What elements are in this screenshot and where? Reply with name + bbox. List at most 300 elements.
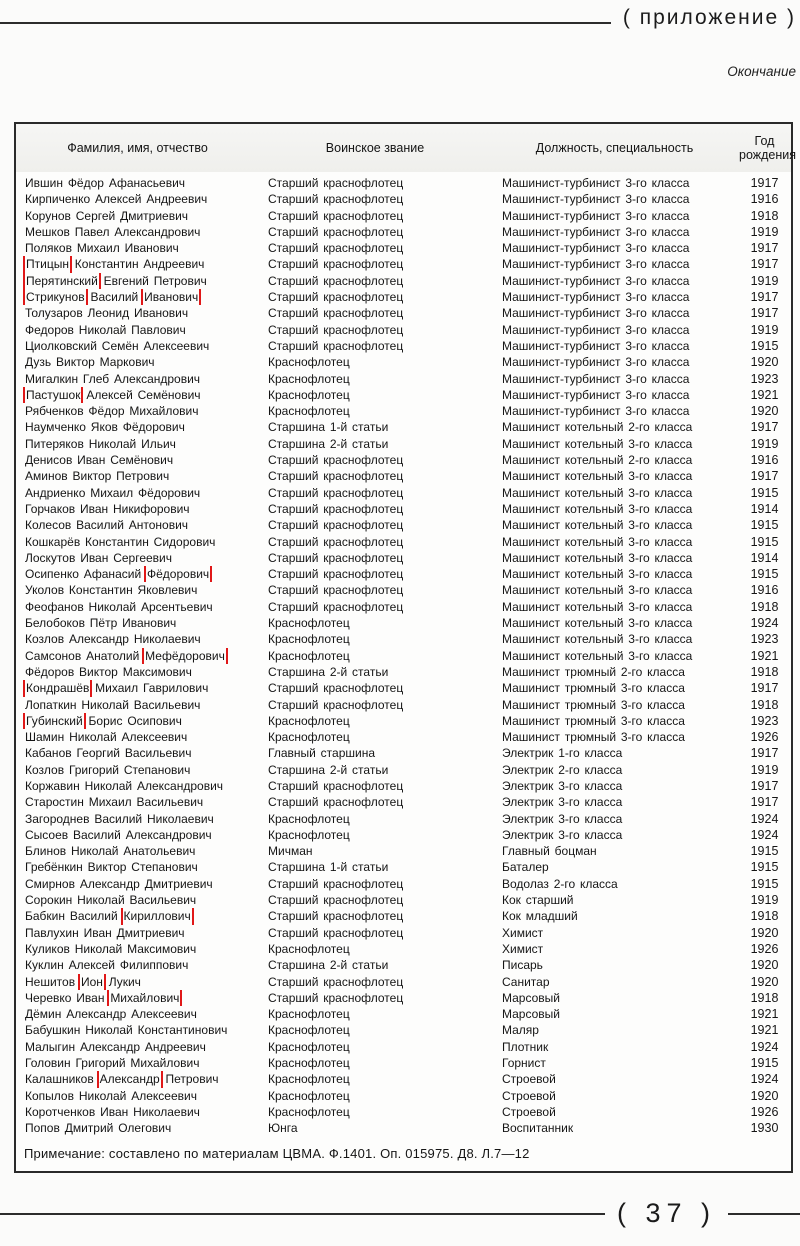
cell-position-specialty: Электрик 3-го класса	[502, 811, 623, 826]
table-row	[15, 371, 792, 387]
table-row	[15, 1088, 792, 1104]
cell-military-rank: Старший краснофлотец	[268, 208, 404, 223]
cell-full-name: Наумченко Яков Фёдорович	[25, 420, 185, 435]
annotation-red-box: Кондрашёв	[26, 681, 90, 696]
cell-position-specialty: Электрик 3-го класса	[502, 795, 623, 810]
cell-position-specialty: Машинист котельный 3-го класса	[502, 567, 693, 582]
cell-position-specialty: Электрик 1-го класса	[502, 746, 623, 761]
cell-full-name: Коржавин Николай Александрович	[25, 778, 224, 793]
cell-military-rank: Старший краснофлотец	[268, 485, 404, 500]
cell-full-name: Загороднев Василий Николаевич	[25, 811, 214, 826]
cell-birth-year: 1919	[750, 893, 779, 908]
table-row	[15, 387, 792, 403]
cell-full-name: Пастушок Алексей Семёнович	[26, 387, 201, 402]
cell-full-name: Федоров Николай Павлович	[25, 322, 186, 337]
table-row	[15, 468, 792, 484]
cell-birth-year: 1915	[750, 844, 779, 859]
annotation-red-box: Фёдорович	[147, 567, 210, 582]
cell-birth-year: 1921	[750, 1007, 779, 1022]
cell-military-rank: Краснофлотец	[268, 1088, 350, 1103]
cell-military-rank: Старший краснофлотец	[268, 273, 404, 288]
cell-birth-year: 1920	[750, 958, 779, 973]
cell-full-name: Копылов Николай Алексеевич	[25, 1088, 197, 1103]
cell-birth-year: 1923	[750, 371, 779, 386]
top-horizontal-rule	[0, 22, 611, 24]
cell-position-specialty: Машинист-турбинист 3-го класса	[502, 176, 690, 190]
cell-full-name: Кабанов Георгий Васильевич	[25, 746, 192, 761]
cell-full-name: Бабкин Василий Кириллович	[25, 909, 191, 924]
table-row	[15, 908, 792, 924]
cell-full-name: Феофанов Николай Арсентьевич	[25, 599, 213, 614]
cell-military-rank: Краснофлотец	[268, 713, 350, 728]
cell-military-rank: Старший краснофлотец	[268, 518, 404, 533]
table-row	[15, 256, 792, 272]
table-row	[15, 240, 792, 256]
annotation-red-box: Мефёдорович	[145, 648, 225, 663]
cell-full-name: Корунов Сергей Дмитриевич	[25, 208, 189, 223]
cell-full-name: Кирпиченко Алексей Андреевич	[25, 192, 208, 207]
cell-birth-year: 1914	[750, 501, 779, 516]
cell-full-name: Лопаткин Николай Васильевич	[25, 697, 201, 712]
cell-full-name: Калашников Александр Петрович	[25, 1072, 219, 1087]
cell-position-specialty: Строевой	[502, 1088, 556, 1103]
cell-birth-year: 1920	[750, 925, 779, 940]
cell-position-specialty: Химист	[502, 925, 544, 940]
table-row	[15, 713, 792, 729]
cell-full-name: Дёмин Александр Алексеевич	[25, 1007, 197, 1022]
table-row	[15, 273, 792, 289]
cell-position-specialty: Электрик 2-го класса	[502, 762, 623, 777]
personnel-roster-table	[14, 122, 797, 1173]
cell-position-specialty: Машинист котельный 3-го класса	[502, 632, 693, 647]
cell-position-specialty: Машинист-турбинист 3-го класса	[502, 241, 690, 256]
cell-full-name: Шамин Николай Алексеевич	[25, 730, 188, 745]
cell-position-specialty: Машинист-турбинист 3-го класса	[502, 322, 690, 337]
table-row	[15, 697, 792, 713]
cell-full-name: Сорокин Николай Васильевич	[25, 893, 197, 908]
cell-military-rank: Краснофлотец	[268, 648, 350, 663]
cell-military-rank: Старший краснофлотец	[268, 599, 404, 614]
cell-full-name: Гребёнкин Виктор Степанович	[25, 860, 198, 875]
cell-birth-year: 1914	[750, 550, 779, 565]
table-row	[15, 827, 792, 843]
cell-birth-year: 1916	[750, 192, 779, 207]
cell-military-rank: Краснофлотец	[268, 730, 350, 745]
cell-position-specialty: Писарь	[502, 958, 543, 973]
cell-full-name: Горчаков Иван Никифорович	[25, 501, 190, 516]
table-row	[15, 925, 792, 941]
cell-military-rank: Краснофлотец	[268, 941, 350, 956]
table-row	[15, 843, 792, 859]
table-row	[15, 452, 792, 468]
table-row	[15, 762, 792, 778]
cell-position-specialty: Машинист котельный 3-го класса	[502, 485, 693, 500]
cell-full-name: Циолковский Семён Алексеевич	[25, 338, 210, 353]
cell-birth-year: 1917	[750, 176, 779, 190]
cell-military-rank: Старший краснофлотец	[268, 974, 404, 989]
cell-military-rank: Краснофлотец	[268, 1023, 350, 1038]
cell-position-specialty: Машинист трюмный 3-го класса	[502, 713, 685, 728]
table-row	[15, 859, 792, 875]
cell-full-name: Куликов Николай Максимович	[25, 941, 197, 956]
cell-military-rank: Старший краснофлотец	[268, 567, 404, 582]
table-row	[15, 419, 792, 435]
cell-military-rank: Старший краснофлотец	[268, 224, 404, 239]
cell-birth-year: 1921	[750, 387, 779, 402]
cell-full-name: Старостин Михаил Васильевич	[25, 795, 204, 810]
cell-military-rank: Краснофлотец	[268, 1056, 350, 1071]
annotation-red-box: Александр	[99, 1072, 160, 1087]
table-row	[15, 1039, 792, 1055]
cell-birth-year: 1926	[750, 1104, 779, 1119]
cell-military-rank: Краснофлотец	[268, 404, 350, 419]
cell-full-name: Толузаров Леонид Иванович	[25, 306, 189, 321]
table-row	[15, 1006, 792, 1022]
cell-position-specialty: Машинист котельный 3-го класса	[502, 616, 693, 631]
cell-position-specialty: Кок старший	[502, 893, 574, 908]
cell-military-rank: Старший краснофлотец	[268, 925, 404, 940]
table-row	[15, 305, 792, 321]
cell-birth-year: 1918	[750, 909, 779, 924]
cell-position-specialty: Кок младший	[502, 909, 578, 924]
cell-position-specialty: Марсовый	[502, 1007, 560, 1022]
cell-position-specialty: Машинист-турбинист 3-го класса	[502, 355, 690, 370]
cell-full-name: Перятинский Евгений Петрович	[26, 273, 207, 288]
cell-military-rank: Краснофлотец	[268, 1007, 350, 1022]
cell-military-rank: Старшина 1-й статьи	[268, 420, 389, 435]
column-header-rank: Воинское звание	[259, 123, 491, 172]
cell-military-rank: Старший краснофлотец	[268, 778, 404, 793]
cell-military-rank: Старший краснофлотец	[268, 241, 404, 256]
cell-military-rank: Старшина 2-й статьи	[268, 436, 389, 451]
cell-birth-year: 1921	[750, 648, 779, 663]
cell-military-rank: Краснофлотец	[268, 632, 350, 647]
cell-birth-year: 1923	[750, 632, 779, 647]
cell-position-specialty: Машинист котельный 3-го класса	[502, 583, 693, 598]
cell-birth-year: 1916	[750, 583, 779, 598]
cell-position-specialty: Электрик 3-го класса	[502, 827, 623, 842]
cell-birth-year: 1919	[750, 322, 779, 337]
cell-birth-year: 1915	[750, 1056, 779, 1071]
cell-full-name: Самсонов Анатолий Мефёдорович	[25, 648, 225, 663]
table-row	[15, 322, 792, 338]
cell-military-rank: Старший краснофлотец	[268, 290, 404, 305]
cell-full-name: Аминов Виктор Петрович	[25, 469, 170, 484]
cell-birth-year: 1917	[750, 469, 779, 484]
cell-position-specialty: Машинист трюмный 3-го класса	[502, 681, 685, 696]
cell-birth-year: 1924	[750, 811, 779, 826]
cell-position-specialty: Строевой	[502, 1072, 556, 1087]
cell-birth-year: 1917	[750, 420, 779, 435]
cell-military-rank: Старший краснофлотец	[268, 469, 404, 484]
cell-birth-year: 1917	[750, 306, 779, 321]
cell-full-name: Нешитов Ион Лукич	[25, 974, 141, 989]
cell-military-rank: Старший краснофлотец	[268, 322, 404, 337]
cell-full-name: Птицын Константин Андреевич	[26, 257, 205, 272]
table-row	[15, 224, 792, 240]
cell-birth-year: 1917	[750, 290, 779, 305]
cell-position-specialty: Машинист-турбинист 3-го класса	[502, 371, 690, 386]
cell-military-rank: Краснофлотец	[268, 387, 350, 402]
cell-birth-year: 1919	[750, 762, 779, 777]
column-header-position: Должность, специальность	[491, 123, 738, 172]
cell-military-rank: Старший краснофлотец	[268, 681, 404, 696]
cell-military-rank: Старший краснофлотец	[268, 257, 404, 272]
cell-military-rank: Старший краснофлотец	[268, 192, 404, 207]
cell-birth-year: 1921	[750, 1023, 779, 1038]
cell-military-rank: Краснофлотец	[268, 1039, 350, 1054]
table-row	[15, 1104, 792, 1120]
table-row	[15, 1071, 792, 1087]
cell-birth-year: 1926	[750, 941, 779, 956]
cell-military-rank: Старший краснофлотец	[268, 501, 404, 516]
cell-birth-year: 1926	[750, 730, 779, 745]
table-row	[15, 1022, 792, 1038]
table-row	[15, 338, 792, 354]
cell-birth-year: 1920	[750, 404, 779, 419]
cell-military-rank: Старший краснофлотец	[268, 306, 404, 321]
annotation-red-box: Кириллович	[123, 909, 191, 924]
cell-full-name: Малыгин Александр Андреевич	[25, 1039, 206, 1054]
table-row	[15, 208, 792, 224]
cell-position-specialty: Машинист-турбинист 3-го класса	[502, 387, 690, 402]
cell-position-specialty: Машинист котельный 3-го класса	[502, 518, 693, 533]
cell-position-specialty: Машинист котельный 3-го класса	[502, 501, 693, 516]
cell-birth-year: 1917	[750, 795, 779, 810]
cell-position-specialty: Электрик 3-го класса	[502, 778, 623, 793]
cell-position-specialty: Машинист котельный 3-го класса	[502, 436, 693, 451]
cell-military-rank: Краснофлотец	[268, 355, 350, 370]
annotation-red-box: Пастушок	[26, 387, 81, 402]
cell-full-name: Черевко Иван Михайлович	[25, 990, 180, 1005]
cell-birth-year: 1920	[750, 974, 779, 989]
table-row	[15, 191, 792, 207]
cell-birth-year: 1918	[750, 208, 779, 223]
annotation-red-box: Губинский	[26, 713, 83, 728]
table-row	[15, 1120, 792, 1136]
annotation-red-box: Михайлович	[110, 990, 180, 1005]
cell-birth-year: 1915	[750, 876, 779, 891]
cell-military-rank: Краснофлотец	[268, 827, 350, 842]
cell-birth-year: 1924	[750, 827, 779, 842]
table-row	[15, 289, 792, 305]
cell-military-rank: Юнга	[268, 1121, 298, 1136]
cell-birth-year: 1916	[750, 453, 779, 468]
cell-full-name: Губинский Борис Осипович	[26, 713, 182, 728]
cell-military-rank: Старший краснофлотец	[268, 990, 404, 1005]
cell-position-specialty: Марсовый	[502, 990, 560, 1005]
cell-military-rank: Старший краснофлотец	[268, 550, 404, 565]
table-row	[15, 648, 792, 664]
archive-note: Примечание: составлено по материалам ЦВМА. Ф.1401. Оп. 015975. Д8. Л.7—12	[24, 1146, 530, 1162]
cell-military-rank: Старшина 2-й статьи	[268, 958, 389, 973]
cell-military-rank: Старшина 2-й статьи	[268, 762, 389, 777]
cell-birth-year: 1919	[750, 436, 779, 451]
table-row	[15, 892, 792, 908]
cell-military-rank: Главный старшина	[268, 746, 376, 761]
cell-full-name: Фёдоров Виктор Максимович	[25, 664, 192, 679]
cell-position-specialty: Химист	[502, 941, 544, 956]
cell-position-specialty: Горнист	[502, 1056, 546, 1071]
table-row	[15, 436, 792, 452]
bottom-horizontal-rule-right	[728, 1213, 800, 1215]
cell-position-specialty: Машинист трюмный 3-го класса	[502, 697, 685, 712]
table-row	[15, 990, 792, 1006]
cell-full-name: Ившин Фёдор Афанасьевич	[25, 176, 186, 190]
table-row	[15, 534, 792, 550]
cell-full-name: Козлов Александр Николаевич	[25, 632, 201, 647]
cell-full-name: Сысоев Василий Александрович	[25, 827, 212, 842]
cell-position-specialty: Машинист котельный 3-го класса	[502, 469, 693, 484]
cell-birth-year: 1915	[750, 534, 779, 549]
table-row	[15, 974, 792, 990]
cell-position-specialty: Машинист-турбинист 3-го класса	[502, 224, 690, 239]
cell-full-name: Куклин Алексей Филиппович	[25, 958, 189, 973]
cell-military-rank: Старший краснофлотец	[268, 176, 404, 190]
cell-position-specialty: Санитар	[502, 974, 550, 989]
cell-birth-year: 1917	[750, 746, 779, 761]
top-rule-band	[0, 6, 800, 30]
cell-full-name: Стрикунов Василий Иванович	[26, 290, 199, 305]
cell-position-specialty: Маляр	[502, 1023, 539, 1038]
cell-full-name: Белобоков Пётр Иванович	[25, 616, 177, 631]
table-row	[15, 876, 792, 892]
cell-military-rank: Старшина 1-й статьи	[268, 860, 389, 875]
cell-position-specialty: Машинист трюмный 2-го класса	[502, 664, 685, 679]
cell-birth-year: 1920	[750, 1088, 779, 1103]
table-row	[15, 550, 792, 566]
cell-full-name: Павлухин Иван Дмитриевич	[25, 925, 185, 940]
cell-full-name: Кондрашёв Михаил Гаврилович	[26, 681, 209, 696]
cell-military-rank: Краснофлотец	[268, 811, 350, 826]
cell-position-specialty: Водолаз 2-го класса	[502, 876, 618, 891]
cell-full-name: Осипенко Афанасий Фёдорович	[25, 567, 210, 582]
cell-position-specialty: Машинист-турбинист 3-го класса	[502, 306, 690, 321]
cell-birth-year: 1924	[750, 616, 779, 631]
annotation-red-box: Ион	[80, 974, 103, 989]
cell-military-rank: Старший краснофлотец	[268, 909, 404, 924]
cell-military-rank: Краснофлотец	[268, 1072, 350, 1087]
cell-position-specialty: Машинист котельный 3-го класса	[502, 550, 693, 565]
table-row	[15, 354, 792, 370]
cell-full-name: Коротченков Иван Николаевич	[25, 1104, 200, 1119]
table-row	[15, 794, 792, 810]
cell-birth-year: 1917	[750, 681, 779, 696]
cell-birth-year: 1915	[750, 567, 779, 582]
cell-military-rank: Мичман	[268, 844, 313, 859]
cell-position-specialty: Главный боцман	[502, 844, 597, 859]
cell-birth-year: 1930	[750, 1121, 779, 1136]
page-number: ( 37 )	[616, 1198, 716, 1228]
cell-military-rank: Старший краснофлотец	[268, 876, 404, 891]
table-row	[15, 485, 792, 501]
cell-birth-year: 1920	[750, 355, 779, 370]
table-row	[15, 811, 792, 827]
cell-position-specialty: Машинист-турбинист 3-го класса	[502, 404, 690, 419]
cell-full-name: Уколов Константин Яковлевич	[25, 583, 198, 598]
cell-birth-year: 1924	[750, 1072, 779, 1087]
annotation-red-box: Стрикунов	[26, 290, 85, 305]
cell-full-name: Лоскутов Иван Сергеевич	[25, 550, 173, 565]
cell-position-specialty: Машинист котельный 3-го класса	[502, 534, 693, 549]
cell-military-rank: Старший краснофлотец	[268, 795, 404, 810]
cell-birth-year: 1917	[750, 257, 779, 272]
table-row	[15, 745, 792, 761]
cell-military-rank: Старший краснофлотец	[268, 534, 404, 549]
cell-birth-year: 1915	[750, 338, 779, 353]
bottom-rule-band	[0, 1198, 800, 1229]
column-header-name: Фамилия, имя, отчество	[15, 123, 259, 172]
cell-birth-year: 1917	[750, 241, 779, 256]
appendix-label: ( приложение )	[622, 6, 796, 29]
table-row	[15, 631, 792, 647]
continuation-label: Окончание	[727, 64, 796, 79]
roster-table-body	[15, 172, 792, 1137]
table-row	[15, 172, 792, 191]
annotation-red-box: Перятинский	[26, 273, 98, 288]
cell-full-name: Попов Дмитрий Олегович	[25, 1121, 172, 1136]
table-row	[15, 729, 792, 745]
table-row	[15, 1055, 792, 1071]
cell-position-specialty: Воспитанник	[502, 1121, 574, 1136]
cell-birth-year: 1919	[750, 273, 779, 288]
note-row	[15, 1137, 792, 1172]
cell-position-specialty: Машинист-турбинист 3-го класса	[502, 208, 690, 223]
cell-full-name: Денисов Иван Семёнович	[25, 453, 174, 468]
cell-full-name: Мигалкин Глеб Александрович	[25, 371, 201, 386]
cell-position-specialty: Машинист котельный 2-го класса	[502, 420, 693, 435]
table-row	[15, 582, 792, 598]
cell-full-name: Блинов Николай Анатольевич	[25, 844, 196, 859]
cell-position-specialty: Машинист котельный 3-го класса	[502, 648, 693, 663]
cell-position-specialty: Машинист трюмный 3-го класса	[502, 730, 685, 745]
cell-position-specialty: Машинист-турбинист 3-го класса	[502, 290, 690, 305]
cell-full-name: Поляков Михаил Иванович	[25, 241, 179, 256]
roster-header-row	[15, 123, 792, 172]
cell-full-name: Головин Григорий Михайлович	[25, 1056, 200, 1071]
column-header-birth-year: Год рождения	[738, 123, 792, 172]
cell-birth-year: 1915	[750, 860, 779, 875]
cell-position-specialty: Машинист-турбинист 3-го класса	[502, 192, 690, 207]
cell-position-specialty: Плотник	[502, 1039, 549, 1054]
cell-birth-year: 1919	[750, 224, 779, 239]
cell-military-rank: Старший краснофлотец	[268, 893, 404, 908]
table-row	[15, 778, 792, 794]
cell-full-name: Козлов Григорий Степанович	[25, 762, 191, 777]
cell-birth-year: 1924	[750, 1039, 779, 1054]
cell-full-name: Мешков Павел Александрович	[25, 224, 201, 239]
cell-military-rank: Старший краснофлотец	[268, 583, 404, 598]
cell-birth-year: 1915	[750, 485, 779, 500]
table-row	[15, 501, 792, 517]
cell-full-name: Андриенко Михаил Фёдорович	[25, 485, 201, 500]
cell-full-name: Дузь Виктор Маркович	[25, 355, 155, 370]
table-row	[15, 599, 792, 615]
cell-military-rank: Краснофлотец	[268, 1104, 350, 1119]
cell-military-rank: Краснофлотец	[268, 371, 350, 386]
cell-birth-year: 1918	[750, 664, 779, 679]
cell-full-name: Смирнов Александр Дмитриевич	[25, 876, 213, 891]
cell-full-name: Кошкарёв Константин Сидорович	[25, 534, 216, 549]
table-row	[15, 403, 792, 419]
cell-birth-year: 1918	[750, 599, 779, 614]
table-row	[15, 517, 792, 533]
table-row	[15, 957, 792, 973]
cell-full-name: Бабушкин Николай Константинович	[25, 1023, 228, 1038]
cell-birth-year: 1915	[750, 518, 779, 533]
cell-position-specialty: Машинист-турбинист 3-го класса	[502, 257, 690, 272]
cell-military-rank: Старший краснофлотец	[268, 697, 404, 712]
